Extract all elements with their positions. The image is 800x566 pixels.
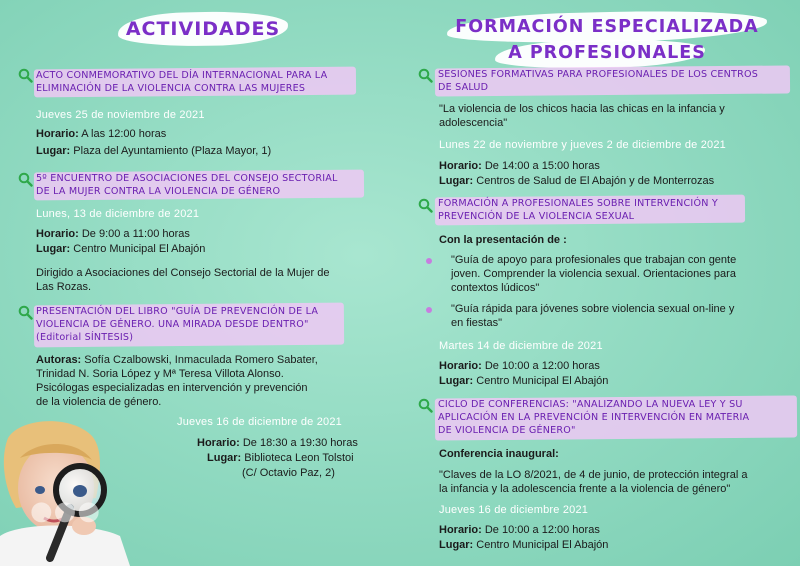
watermark-logo: ●●● (30, 496, 102, 526)
act2-title-line1: 5º ENCUENTRO DE ASOCIACIONES DEL CONSEJO SECTORIAL (36, 173, 338, 184)
act1-lugar: Lugar: Plaza del Ayuntamiento (Plaza Mayor, 1) (36, 145, 272, 157)
magnifier-icon (418, 68, 433, 83)
sec2-title-line2: PREVENCIÓN DE LA VIOLENCIA SEXUAL (438, 211, 635, 222)
sec3-lugar: Lugar: Centro Municipal El Abajón (439, 539, 609, 551)
sec2-bullet2-line1: "Guía rápida para jóvenes sobre violencia sexual on-line y (451, 303, 735, 315)
sec3-date: Jueves 16 de diciembre 2021 (439, 504, 589, 516)
training-heading-line1: FORMACIÓN ESPECIALIZADA (455, 17, 759, 37)
sec2-lugar: Lugar: Centro Municipal El Abajón (439, 375, 609, 387)
sec3-quote-line2: la infancia y la adolescencia frente a la violencia de género" (439, 483, 731, 495)
sec3-quote-line1: "Claves de la LO 8/2021, de 4 de junio, de protección integral a (439, 469, 748, 481)
act3-title-line2: VIOLENCIA DE GÉNERO. UNA MIRADA DESDE DENTRO" (36, 319, 309, 330)
sec3-conf-label: Conferencia inaugural: (439, 448, 559, 460)
act2-note-line2: Las Rozas. (36, 281, 92, 293)
bullet-dot (426, 307, 432, 313)
sec1-date: Lunes 22 de noviembre y jueves 2 de diciembre de 2021 (439, 139, 727, 151)
act3-autoras-line2: Trinidad N. Soria López y Mª Teresa Villota Alonso. (36, 368, 284, 380)
sec3-title-line2: APLICACIÓN EN LA PREVENCIÓN E INTERVENCIÓN EN MATERIA (438, 412, 750, 423)
sec2-bullet2-line2: en fiestas" (451, 317, 502, 329)
bullet-dot (426, 258, 432, 264)
sec1-quote-line2: adolescencia" (439, 117, 508, 129)
act2-note-line1: Dirigido a Asociaciones del Consejo Sectorial de la Mujer de (36, 267, 330, 279)
act2-horario: Horario: De 9:00 a 11:00 horas (36, 228, 190, 240)
sec2-bullet1-line3: contextos lúdicos" (451, 282, 540, 294)
sec2-bullet1-line1: "Guía de apoyo para profesionales que trabajan con gente (451, 254, 737, 266)
act3-date: Jueves 16 de diciembre de 2021 (177, 416, 342, 428)
magnifier-icon (418, 398, 433, 413)
sec1-title-line1: SESIONES FORMATIVAS PARA PROFESIONALES DE LOS CENTROS (438, 69, 759, 80)
magnifier-icon (18, 172, 33, 187)
sec1-horario: Horario: De 14:00 a 15:00 horas (439, 160, 600, 172)
act3-title-line3: (Editorial SÍNTESIS) (36, 332, 134, 343)
act2-date: Lunes, 13 de diciembre de 2021 (36, 208, 200, 220)
act3-title-line1: PRESENTACIÓN DEL LIBRO "GUÍA DE PREVENCIÓN DE LA (36, 306, 319, 317)
sec2-date: Martes 14 de diciembre de 2021 (439, 340, 603, 352)
act3-autoras-line4: de la violencia de género. (36, 396, 162, 408)
act3-lugar-address: (C/ Octavio Paz, 2) (242, 467, 335, 479)
magnifier-icon (18, 68, 33, 83)
child-photo (0, 418, 130, 566)
sec1-quote-line1: "La violencia de los chicos hacia las chicas en la infancia y (439, 103, 725, 115)
act3-autoras-line1: Autoras: Sofía Czalbowski, Inmaculada Romero Sabater, (36, 354, 318, 366)
sec3-title-line1: CICLO DE CONFERENCIAS: "ANALIZANDO LA NUEVA LEY Y SU (438, 399, 743, 410)
activities-heading: ACTIVIDADES (125, 18, 281, 40)
sec2-intro: Con la presentación de : (439, 234, 567, 246)
act1-date: Jueves 25 de noviembre de 2021 (36, 109, 205, 121)
sec2-horario: Horario: De 10:00 a 12:00 horas (439, 360, 600, 372)
act1-title-line2: ELIMINACIÓN DE LA VIOLENCIA CONTRA LAS MUJERES (36, 83, 306, 94)
sec1-title-line2: DE SALUD (438, 82, 489, 93)
magnifier-icon (418, 198, 433, 213)
sec3-horario: Horario: De 10:00 a 12:00 horas (439, 524, 600, 536)
act3-horario: Horario: De 18:30 a 19:30 horas (197, 437, 358, 449)
sec2-bullet1-line2: joven. Comprender la violencia sexual. Orientaciones para (451, 268, 736, 280)
act1-title-line1: ACTO CONMEMORATIVO DEL DÍA INTERNACIONAL PARA LA (36, 70, 328, 81)
sec1-lugar: Lugar: Centros de Salud de El Abajón y de Monterrozas (439, 175, 715, 187)
sec2-title-line1: FORMACIÓN A PROFESIONALES SOBRE INTERVENCIÓN Y (438, 198, 718, 209)
act3-lugar: Lugar: Biblioteca Leon Tolstoi (207, 452, 354, 464)
act1-horario: Horario: A las 12:00 horas (36, 128, 167, 140)
act3-autoras-line3: Psicólogas especializadas en intervención y prevención (36, 382, 308, 394)
sec3-title-line3: DE VIOLENCIA DE GÉNERO" (438, 425, 576, 436)
act2-lugar: Lugar: Centro Municipal El Abajón (36, 243, 206, 255)
training-heading-line2: A PROFESIONALES (508, 43, 706, 63)
act2-title-line2: DE LA MUJER CONTRA LA VIOLENCIA DE GÉNERO (36, 186, 281, 197)
magnifier-icon (18, 305, 33, 320)
